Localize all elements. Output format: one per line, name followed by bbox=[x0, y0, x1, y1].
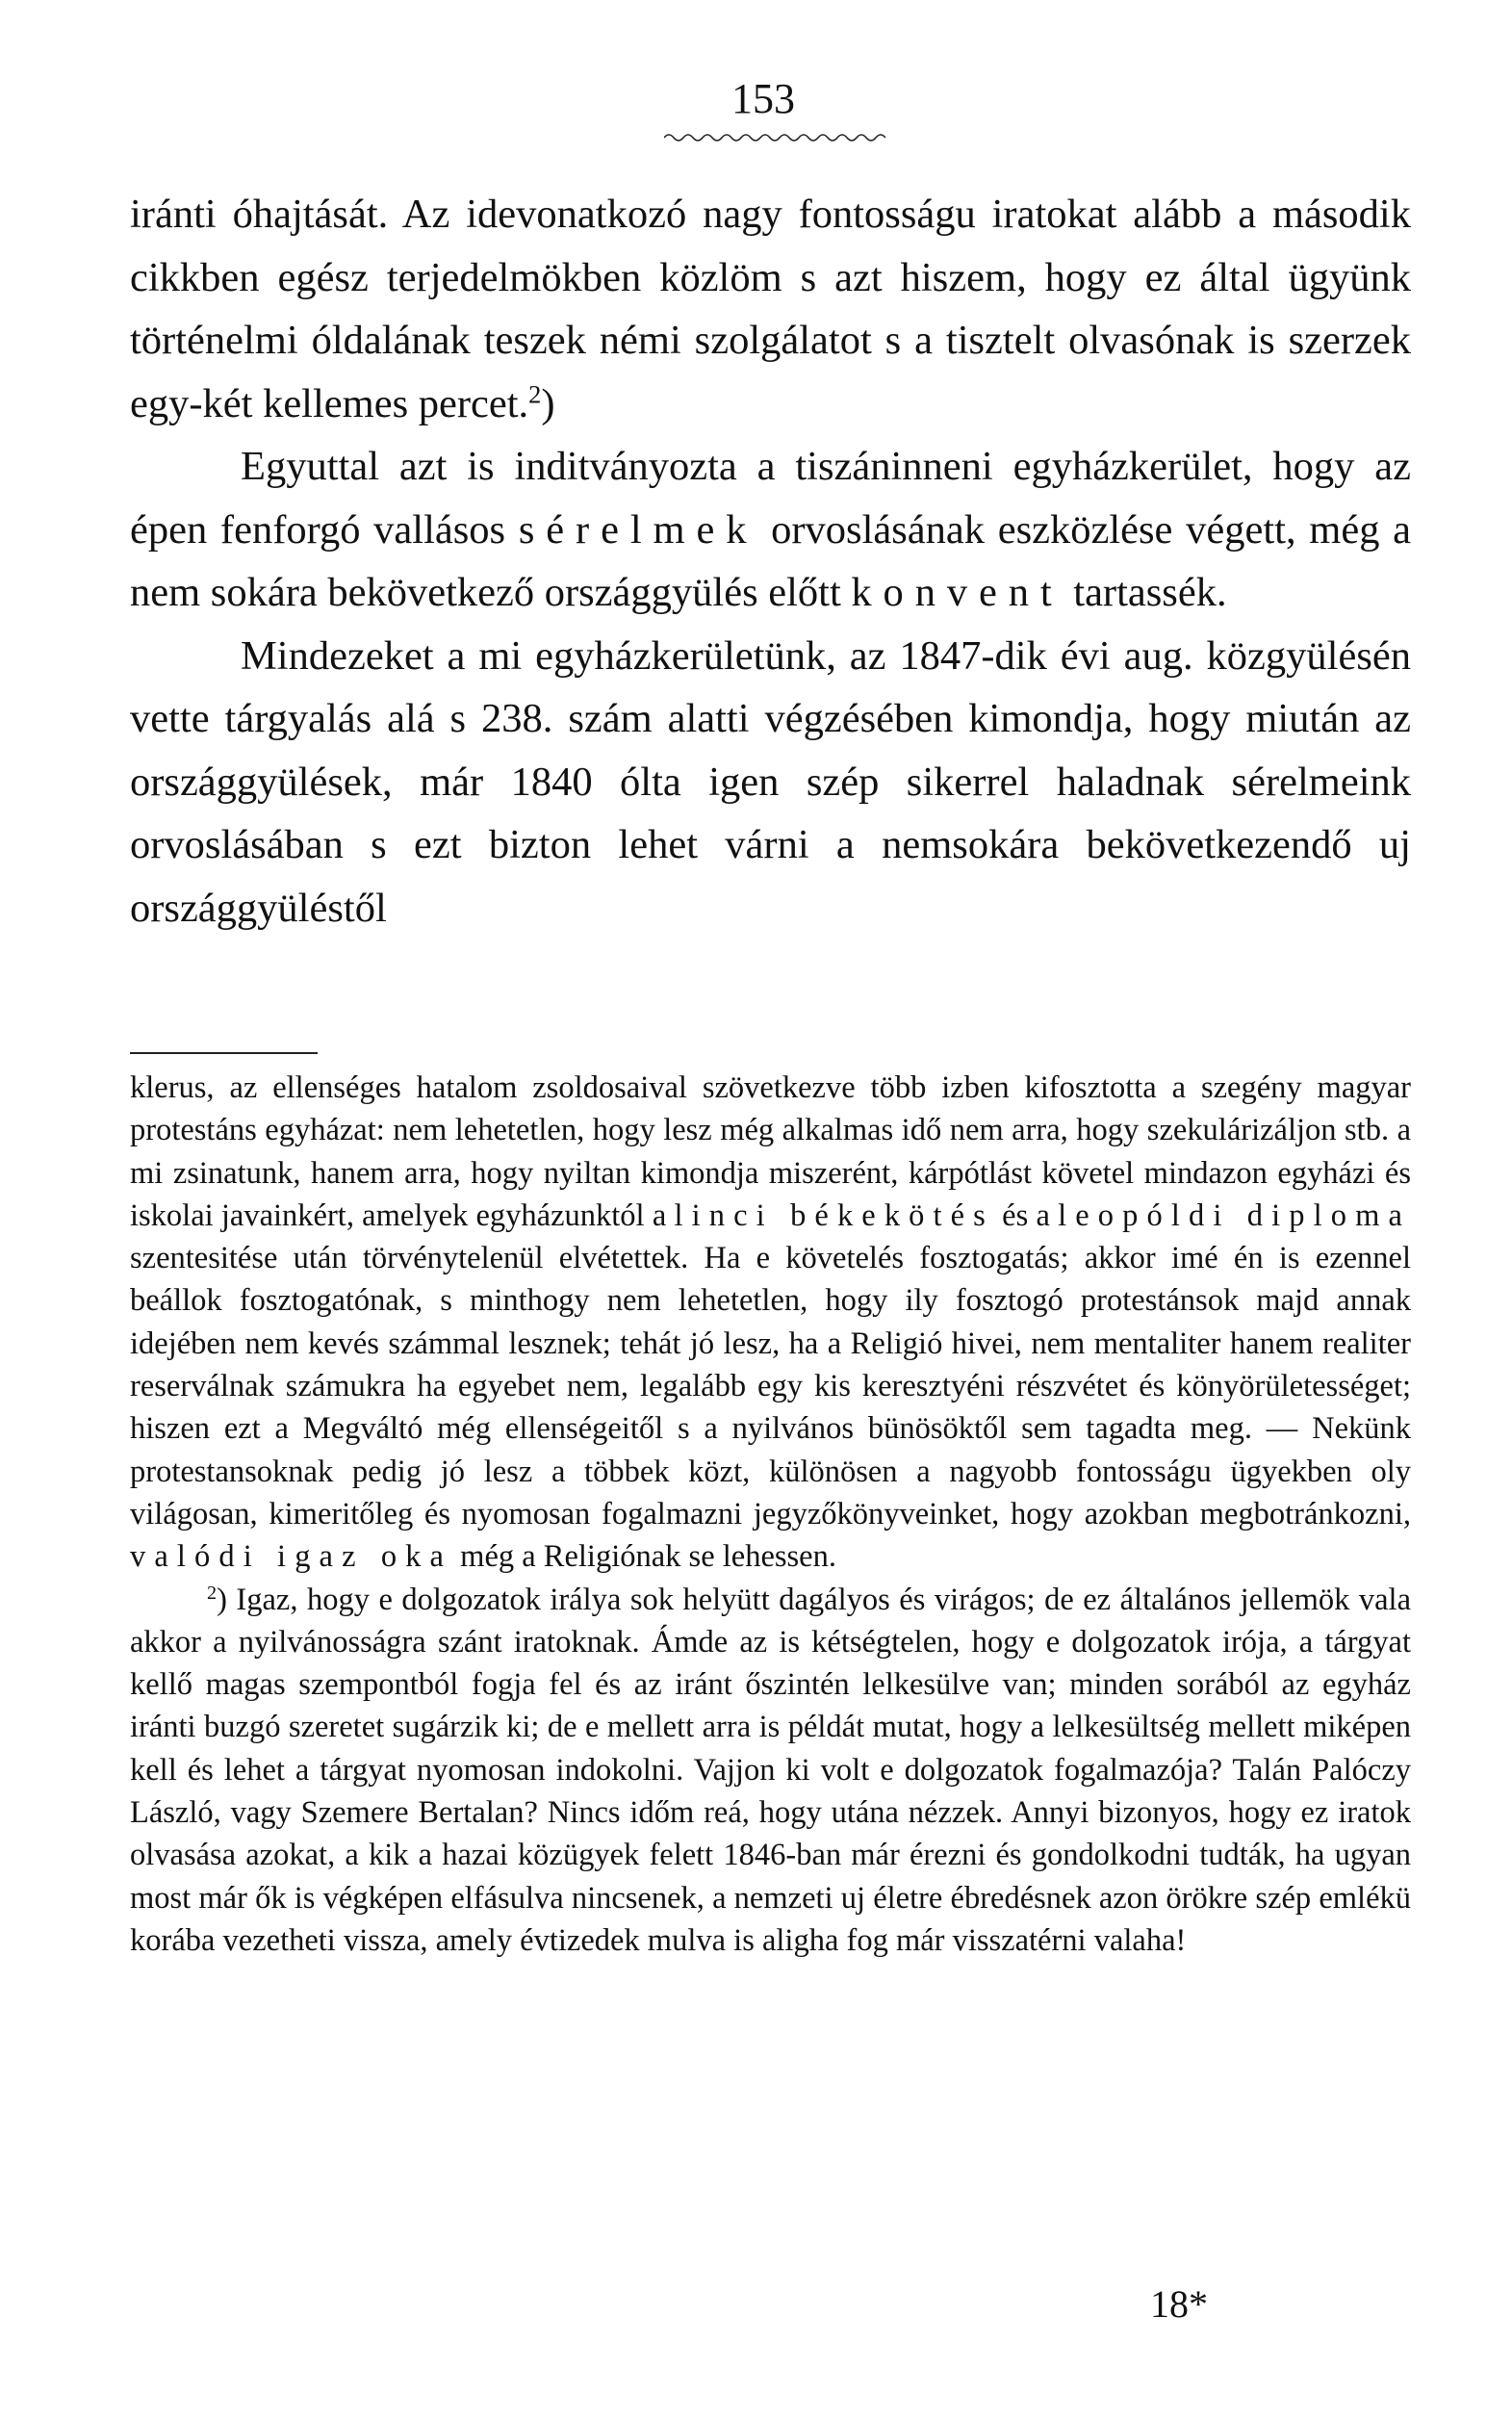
spaced-emphasis-linci-bekekotes: linci békekötés bbox=[674, 1197, 994, 1233]
page-number: 153 bbox=[731, 75, 795, 122]
paragraph-1-text: iránti óhajtását. Az idevonatkozó nagy fontosságu iratokat alább a második cikkben egész terjedelmökben közlöm s azt hiszem, hogy ez által ügyünk történelmi óldalának teszek némi szolgálatot s a tisztelt olvasónak is szerzek egy-két kellemes percet. bbox=[130, 192, 1411, 426]
paragraph-2 bbox=[130, 435, 1411, 625]
wavy-ornament-icon bbox=[664, 131, 885, 144]
footnote-2-marker: 2 bbox=[207, 1582, 218, 1604]
paragraph-2-part-c: tartassék. bbox=[1063, 570, 1227, 615]
footnote-divider bbox=[130, 1052, 318, 1054]
footnote-1-part-a: klerus, az ellenséges hatalom zsoldosaival szövetkezve több izben kifosztotta a szegény magyar protestáns egyházat: nem lehetetlen, hogy lesz még alkalmas idő nem arra, hogy szekulárizáljon stb. a mi zsinatunk, hanem arra, hogy nyiltan kimondja miszerént, kárpótlást követel mindazon egyházi és iskolai javainkért, amelyek egyházunktól a bbox=[130, 1070, 1411, 1233]
footnote-continued bbox=[130, 1067, 1411, 1579]
footnote-1-part-d: még a Religiónak se lehessen. bbox=[452, 1539, 836, 1575]
signature-mark: 18* bbox=[1150, 2282, 1208, 2326]
paragraph-1 bbox=[130, 183, 1411, 435]
footnote-ref-close: ) bbox=[541, 380, 555, 426]
main-text bbox=[130, 183, 1411, 940]
spaced-emphasis-serelmek: sérelmek bbox=[518, 506, 758, 553]
footnotes bbox=[130, 1067, 1411, 1962]
spaced-emphasis-leopoldi-diploma: leopóldi diploma bbox=[1058, 1197, 1411, 1233]
spaced-emphasis-konvent: konvent bbox=[851, 570, 1064, 615]
footnote-ref-2: 2 bbox=[528, 380, 542, 409]
footnote-2 bbox=[130, 1579, 1411, 1963]
spaced-emphasis-valodi-igaz-oka: valódi igaz oka bbox=[130, 1539, 453, 1575]
paragraph-2-part-a: Egyuttal azt is inditványozta a tiszáninneni egyházkerület, hogy az épen fenforgó vallásos bbox=[130, 444, 1411, 553]
footnote-1-part-c: szentesitése után törvénytelenül elvétettek. Ha e követelés fosztogatás; akkor imé én is ezennel beállok fosztogatónak, s minthogy nem lehetetlen, hogy ily fosztogó protestánsok majd annak idejében nem kevés számmal lesznek; tehát jó lesz, ha a Religió hivei, nem mentaliter hanem realiter reserválnak számukra ha egyebet nem, legalább egy kis keresztyéni részvétet és könyörületességet; hiszen ezt a Megváltó még ellenségeitől s a nyilvános bünösöktől sem tagadta meg. — Nekünk protestansoknak pedig jó lesz a többek közt, különösen a nagyobb fontosságu ügyekben oly világosan, kimeritőleg és nyomosan fogalmazni jegyzőkönyveinket, hogy azokban megbotránkozni, bbox=[130, 1241, 1411, 1532]
paragraph-3 bbox=[130, 625, 1411, 940]
footnote-1-part-b: és a bbox=[993, 1197, 1059, 1233]
footnote-2-text: ) Igaz, hogy e dolgozatok irálya sok helyütt dagályos és virágos; de ez általános jellemök vala akkor a nyilvánosságra szánt iratoknak. Ámde az is kétségtelen, hogy e dolgozatok irója, a tárgyat kellő magas szempontból fogja fel és az iránt őszintén lelkesülve van; minden sorából az egyház iránti buzgó szeretet sugárzik ki; de e mellett arra is példát mutat, hogy a lelkesültség mellett miképen kell és lehet a tárgyat nyomosan indokolni. Vajjon ki volt e dolgozatok fogalmazója? Talán Palóczy László, vagy Szemere Bertalan? Nincs időm reá, hogy utána nézzek. Annyi bizonyos, hogy ez iratok olvasása azokat, a kik a hazai közügyek felett 1846-ban már érezni és gondolkodni tudták, ha ugyan most már ők is végképen elfásulva nincsenek, a nemzeti uj életre ébredésnek azon örökre szép emlékü korába vezetheti vissza, amely évtizedek mulva is aligha fog már visszatérni valaha! bbox=[130, 1582, 1411, 1958]
paragraph-2-part-b: orvoslásának eszközlése végett, még a nem sokára bekövetkező országgyülés előtt bbox=[130, 506, 1412, 615]
paragraph-3-text: Mindezeket a mi egyházkerületünk, az 1847-dik évi aug. közgyülésén vette tárgyalás alá s 238. szám alatti végzésében kimondja, hogy miután az országgyülések, már 1840 ólta igen szép sikerrel haladnak sérelmeink orvoslásában s ezt bizton lehet várni a nemsokára bekövetkezendő uj országgyüléstől bbox=[130, 632, 1411, 931]
